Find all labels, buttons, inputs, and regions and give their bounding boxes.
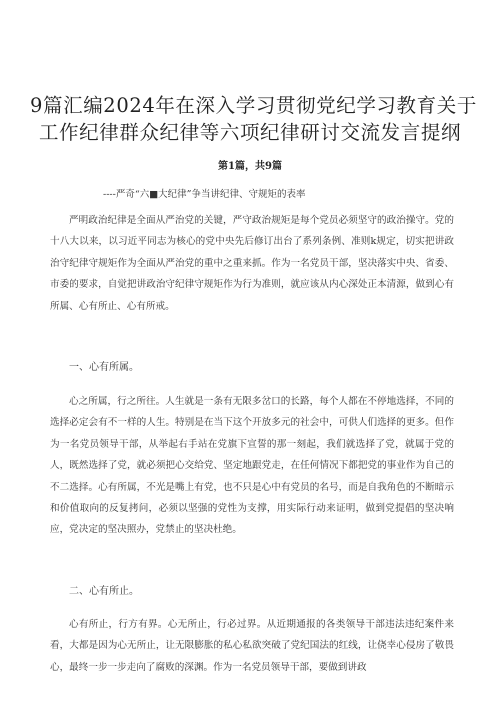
document-title-line-1: 9篇汇编2024年在深入学习贯彻党纪学习教育关于 <box>30 94 477 117</box>
paragraph-intro: 严明政治纪律是全面从严治党的关键，严守政治规矩是每个党员必须坚守的政治操守。党的十八大以来，以习近平同志为核心的党中央先后修订出台了系列条例、准则k规定，切实把讲政治守纪律守规矩作为全面从严治党的重中之重来抓。作为一名党员干部，坚决落实中央、省委、市委的要求，自觉把讲政治守纪律守规矩作为行为准则，就应该从内心深处正本清源，做到心有所属、心有所止、心有所戒。 <box>50 215 454 312</box>
paragraph-section-1: 心之所属，行之所往。人生就是一条有无限多岔口的长路，每个人都在不停地选择，不同的选择必定会有不一样的人生。特别是在当下这个开放多元的社会中，可供人们选择的更多。但作为一名党员领导干部，从举起右手站在党旗下宣誓的那一刻起，我们就选择了党，就属于党的人，既然选择了党，就必须把心交给党、坚定地跟党走，在任何情况下都把党的事业作为自己的不二选择。心有所属，不光是嘴上有党，也不只是心中有党员的名号，而是自我角色的不断暗示和价值取向的反复拷问，必须以坚强的党性为支撑，用实际行动来证明，做到党提倡的坚决响应，党决定的坚决照办，党禁止的坚决杜绝。 <box>50 396 454 536</box>
section-heading-1: 一、心有所属。 <box>69 362 139 373</box>
article-subtitle: ----严奇“六■大纪律”争当讲纪律、守规矩的表率 <box>103 189 306 200</box>
paragraph-section-2: 心有所止，行方有界。心无所止，行必过界。从近期通报的各类领导干部违法违纪案件来看，大都是因为心无所止，让无限膨胀的私心私欲突破了党纪国法的红线，让侥幸心侵房了敬畏心，最终一步一步走向了腐败的深渊。作为一名党员领导干部，要做到讲政 <box>50 619 454 673</box>
section-heading-2: 二、心有所止。 <box>69 586 139 597</box>
document-title-line-2: 工作纪律群众纪律等六项纪律研讨交流发言提纲 <box>38 121 462 144</box>
part-label: 第1篇，共9篇 <box>218 161 282 172</box>
